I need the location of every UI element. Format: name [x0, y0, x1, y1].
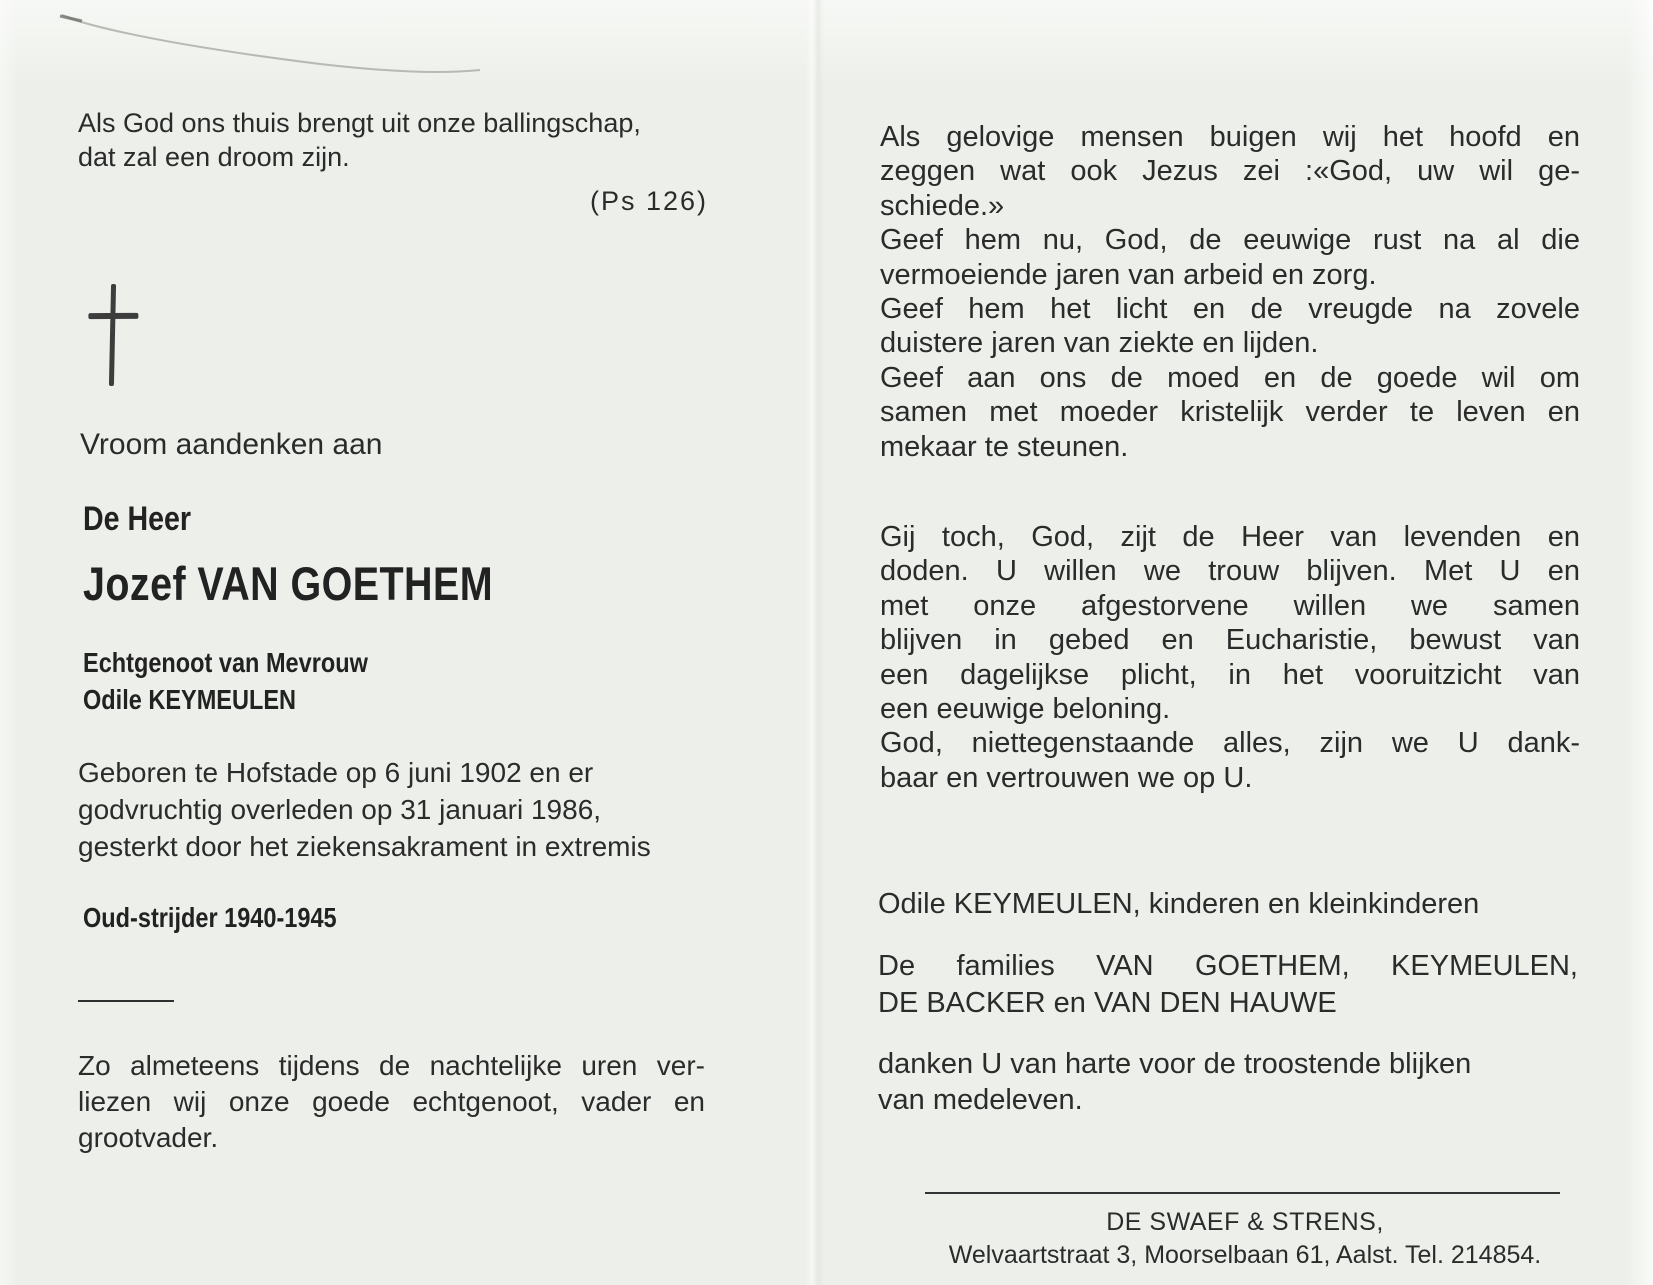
- text-line: Gij toch, God, zijt de Heer van levenden en: [880, 521, 1580, 553]
- text-line: grootvader.: [78, 1122, 219, 1153]
- text-line: Echtgenoot van Mevrouw: [83, 647, 368, 678]
- text-line: mekaar te steunen.: [880, 430, 1129, 463]
- text-line: gesterkt door het ziekensakrament in extremis: [78, 831, 651, 862]
- psalm-quote: [78, 106, 708, 174]
- text-line: Geef hem het licht en de vreugde na zovele: [880, 293, 1580, 326]
- text-line: Geef aan ons de moed en de goede wil om: [880, 361, 1580, 394]
- prayer-paragraph-2: [880, 520, 1580, 795]
- deceased-name: Jozef VAN GOETHEM: [83, 557, 494, 610]
- cross-vertical-bar: [109, 284, 116, 386]
- closing-text: [78, 1048, 705, 1156]
- text-line: Geef hem nu, God, de eeuwige rust na al die: [880, 224, 1580, 257]
- text-line: Als gelovige mensen buigen wij het hoofd en: [880, 121, 1580, 153]
- cross-icon: [87, 283, 139, 386]
- thanks-text: [878, 1046, 1578, 1118]
- cross-horizontal-bar: [88, 313, 138, 319]
- prayer-paragraph-1: [880, 120, 1580, 464]
- printer-address: Welvaartstraat 3, Moorselbaan 61, Aalst. Tel. 214854.: [948, 1241, 1542, 1269]
- life-dates: [78, 754, 710, 865]
- text-line: een eeuwige beloning.: [880, 693, 1171, 726]
- veteran-status: Oud-strijder 1940-1945: [83, 902, 337, 933]
- intro-text: Vroom aandenken aan: [80, 428, 383, 461]
- scan-edge-right: [1627, 0, 1653, 1285]
- text-line: duistere jaren van ziekte en lijden.: [880, 327, 1319, 360]
- text-line: liezen wij onze goede echtgenoot, vader en: [78, 1086, 705, 1117]
- card-fold-line: [806, 0, 824, 1285]
- text-line: danken U van harte voor de troostende blijken: [878, 1048, 1472, 1080]
- separator-rule: [78, 1000, 174, 1002]
- text-line: samen met moeder kristelijk verder te leven en: [880, 396, 1580, 429]
- text-line: Odile KEYMEULEN: [83, 684, 297, 715]
- printer-rule: [925, 1192, 1560, 1194]
- text-line: godvruchtig overleden op 31 januari 1986,: [78, 794, 602, 825]
- text-line: vermoeiende jaren van arbeid en zorg.: [880, 258, 1377, 291]
- text-line: dat zal een droom zijn.: [78, 142, 350, 172]
- families-list: [878, 948, 1578, 1022]
- text-line: blijven in gebed en Eucharistie, bewust van: [880, 624, 1580, 657]
- text-line: Geboren te Hofstade op 6 juni 1902 en er: [78, 757, 594, 788]
- spouse-info: [83, 644, 368, 718]
- scan-edge-left: [0, 0, 18, 1285]
- text-line: baar en vertrouwen we op U.: [880, 761, 1253, 794]
- text-line: een dagelijkse plicht, in het vooruitzicht van: [880, 658, 1580, 691]
- text-line: zeggen wat ook Jezus zei :«God, uw wil ge-: [880, 155, 1580, 188]
- text-line: van medeleven.: [878, 1084, 1083, 1116]
- psalm-reference: (Ps 126): [589, 186, 708, 216]
- text-line: met onze afgestorvene willen we samen: [880, 589, 1580, 622]
- text-line: doden. U willen we trouw blijven. Met U en: [880, 555, 1580, 588]
- printer-name: DE SWAEF & STRENS,: [1106, 1208, 1384, 1236]
- text-line: God, niettegenstaande alles, zijn we U dank-: [880, 727, 1580, 760]
- text-line: De families VAN GOETHEM, KEYMEULEN,: [878, 950, 1578, 982]
- text-line: DE BACKER en VAN DEN HAUWE: [878, 987, 1337, 1019]
- honorific: De Heer: [83, 500, 191, 538]
- text-line: Als God ons thuis brengt uit onze ballingschap,: [78, 108, 641, 138]
- text-line: Zo almeteens tijdens de nachtelijke uren ver-: [78, 1050, 705, 1081]
- text-line: schiede.»: [880, 189, 1005, 222]
- acknowledgement-text: Odile KEYMEULEN, kinderen en kleinkinderen: [878, 888, 1480, 920]
